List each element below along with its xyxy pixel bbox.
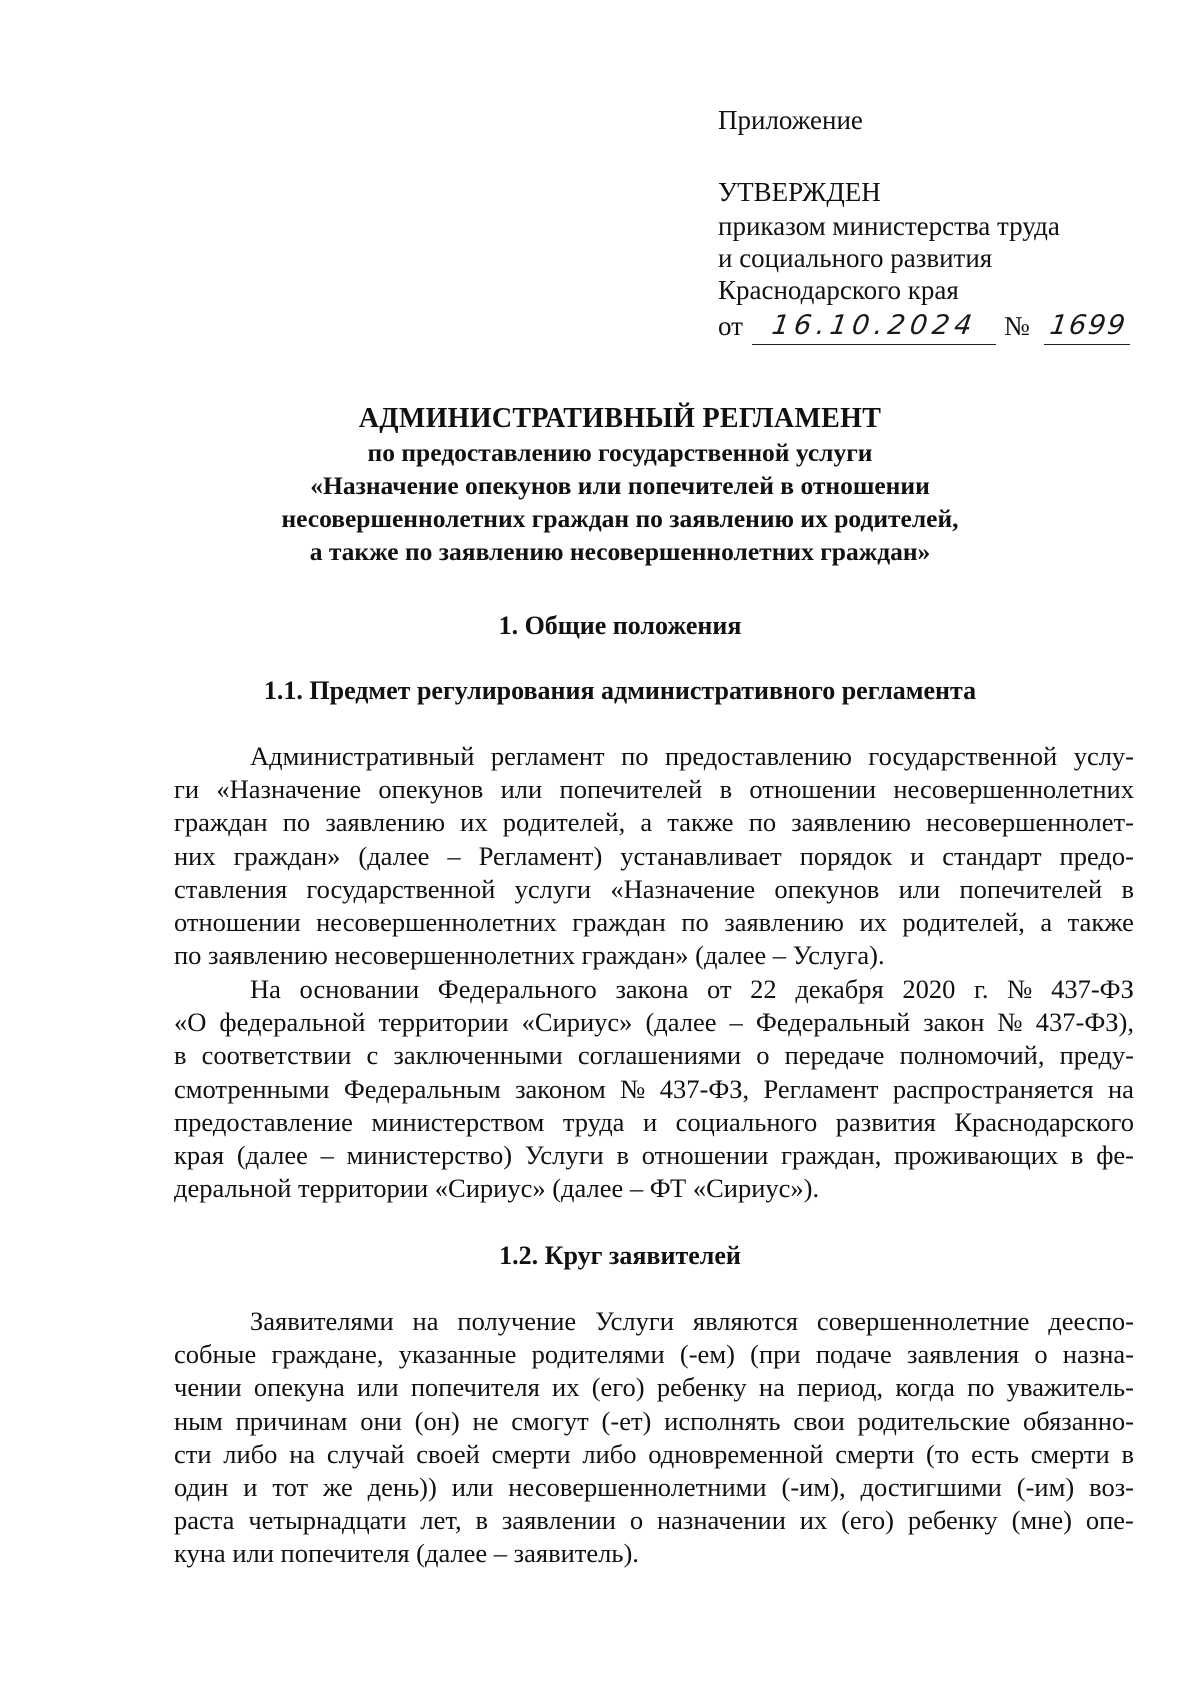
section-1-2-paragraph-1 — [174, 1305, 1134, 1571]
section-1-heading: 1. Общие положения — [498, 611, 742, 640]
paragraph-line: предоставление министерством труда и социального развития Краснодарского — [174, 1106, 1134, 1137]
paragraph-line: На основании Федерального закона от 22 декабря 2020 г. № 437-ФЗ — [250, 974, 1134, 1004]
approval-line-1: приказом министерства труда — [718, 211, 1060, 241]
paragraph-line: собные граждане, указанные родителями (-ем) (при подаче заявления о назна- — [174, 1339, 1134, 1370]
paragraph-line: один и тот же день)) или несовершеннолетними (-им), достигшими (-им) воз- — [174, 1472, 1134, 1503]
title-line-2: «Назначение опекунов или попечителей в отношении — [310, 471, 930, 500]
title-line-1: по предоставлению государственной услуги — [367, 438, 873, 467]
approval-block — [718, 104, 1158, 346]
paragraph-line: ставления государственной услуги «Назначение опекунов или попечителей в — [174, 873, 1134, 904]
section-1-1-paragraph-2 — [174, 973, 1134, 1205]
paragraph-line: в соответствии с заключенными соглашениями о передаче полномочий, преду- — [174, 1040, 1134, 1071]
paragraph-line: ным причинам они (он) не смогут (-ет) исполнять свои родительские обязанно- — [174, 1405, 1134, 1436]
approval-line-2: и социального развития — [718, 243, 993, 273]
paragraph-line: раста четырнадцати лет, в заявлении о назначении их (его) ребенку (мне) опе- — [174, 1505, 1134, 1536]
paragraph-line: чении опекуна или попечителя их (его) ребенку на период, когда по уважитель- — [174, 1372, 1134, 1403]
paragraph-line: по заявлению несовершеннолетних граждан» (далее – Услуга). — [174, 940, 885, 971]
paragraph-line: «О федеральной территории «Сириус» (далее – Федеральный закон № 437-ФЗ), — [174, 1007, 1134, 1038]
section-1-1-paragraph-1 — [174, 740, 1134, 972]
order-number-field — [1044, 310, 1130, 345]
paragraph-line: отношении несовершеннолетних граждан по заявлению их родителей, а также — [174, 907, 1134, 938]
paragraph-line: края (далее – министерство) Услуги в отношении граждан, проживающих в фе- — [174, 1140, 1134, 1171]
paragraph-line: Заявителями на получение Услуги являются совершеннолетние дееспо- — [250, 1306, 1134, 1336]
paragraph-line: них граждан» (далее – Регламент) устанавливает порядок и стандарт предо- — [174, 840, 1134, 871]
paragraph-line: ги «Назначение опекунов или попечителей в отношении несовершеннолетних — [174, 774, 1134, 805]
paragraph-line: сти либо на случай своей смерти либо одновременной смерти (то есть смерти в — [174, 1438, 1134, 1469]
order-date-handwritten: 16.10.2024 — [769, 310, 979, 341]
approval-line-3: Краснодарского края — [718, 275, 959, 305]
appendix-label: Приложение — [718, 105, 863, 135]
date-prefix: от — [718, 311, 743, 341]
order-number-handwritten: 1699 — [1047, 310, 1129, 341]
paragraph-line: граждан по заявлению их родителей, а также по заявлению несовершеннолет- — [174, 807, 1134, 838]
order-date-row — [718, 310, 1158, 346]
paragraph-line: смотренными Федеральным законом № 437-ФЗ, Регламент распространяется на — [174, 1073, 1134, 1104]
section-1-1-heading: 1.1. Предмет регулирования административного регламента — [263, 676, 977, 705]
title-line-4: а также по заявлению несовершеннолетних граждан» — [309, 537, 931, 566]
paragraph-line: Административный регламент по предоставлению государственной услу- — [250, 741, 1134, 771]
title-main: АДМИНИСТРАТИВНЫЙ РЕГЛАМЕНТ — [358, 403, 882, 434]
paragraph-line: деральной территории «Сириус» (далее – ФТ «Сириус»). — [174, 1173, 820, 1204]
section-1-2-heading: 1.2. Круг заявителей — [499, 1241, 741, 1270]
paragraph-line: куна или попечителя (далее – заявитель). — [174, 1538, 639, 1569]
number-sign: № — [1004, 311, 1030, 341]
title-line-3: несовершеннолетних граждан по заявлению их родителей, — [281, 504, 959, 533]
document-title — [120, 402, 1120, 568]
approved-label: УТВЕРЖДЕН — [718, 177, 881, 207]
order-date-field — [752, 310, 996, 345]
